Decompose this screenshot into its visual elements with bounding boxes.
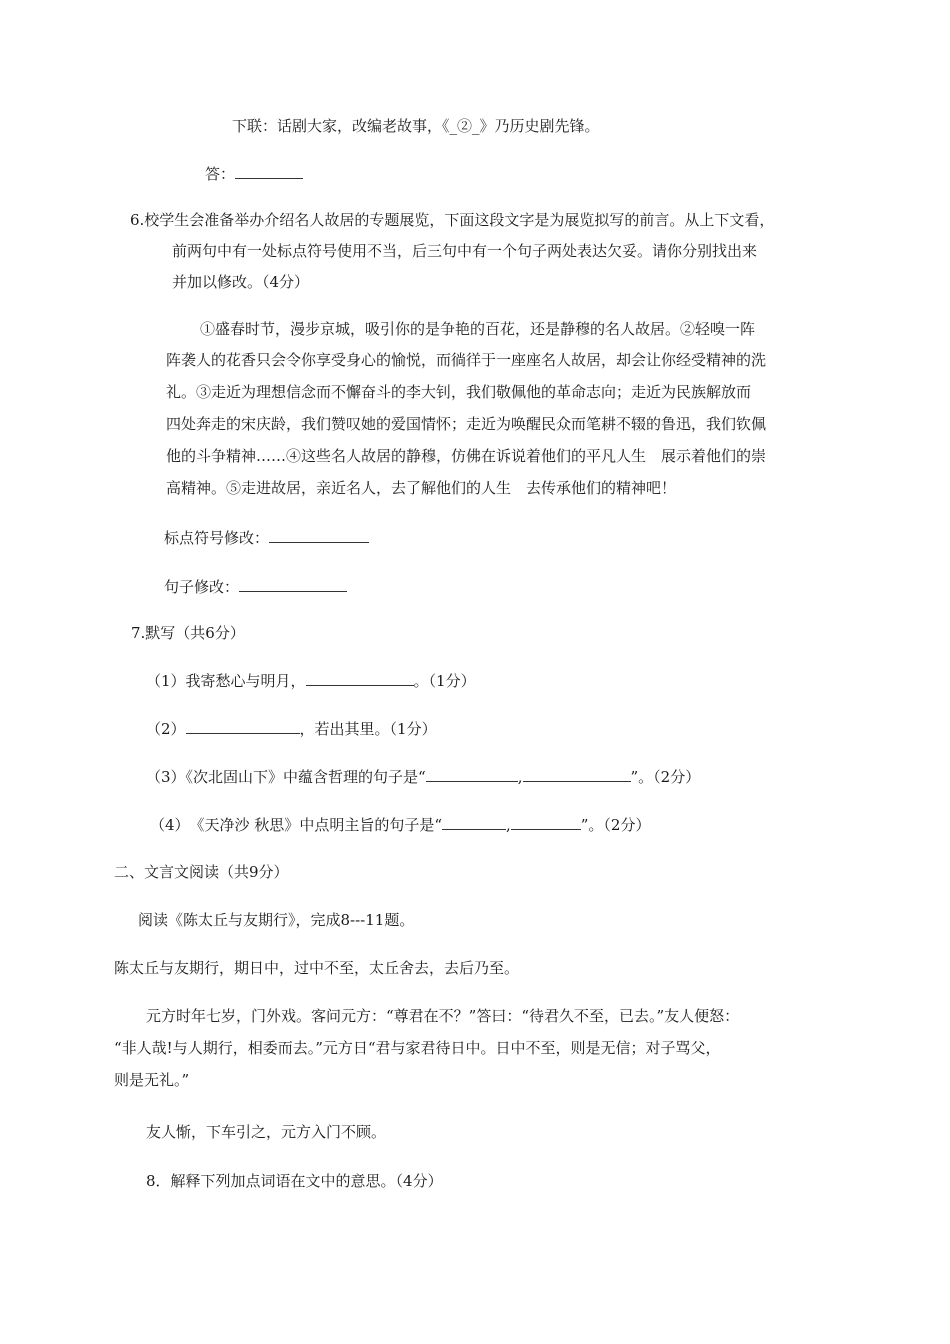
q7-item3-blank1[interactable] [426,765,518,782]
q7-item1-pre: （1）我寄愁心与明月， [146,672,306,690]
q7-item3 [146,765,700,788]
q6-punct-blank[interactable] [269,526,369,543]
q6-punct-row [164,526,369,549]
q7-item2-pre: （2） [146,720,186,738]
q6-passage-line: 阵袭人的花香只会令你享受身心的愉悦，而徜徉于一座座名人故居，却会让你经受精神的洗 [166,351,767,369]
q6-sentence-label: 句子修改： [164,578,240,596]
q7-item4 [150,813,650,836]
q7-item4-pre: （4） 《天净沙 秋思》中点明主旨的句子是“ [150,816,442,834]
q6-stem-line3: 并加以修改。（4分） [172,273,310,291]
q6-passage-line: 他的斗争精神……④这些名人故居的静穆，仿佛在诉说着他们的平凡人生 展示着他们的崇 [166,447,767,465]
q6-stem-line1: 6.校学生会准备举办介绍名人故居的专题展览，下面这段文字是为展览拟写的前言。从上下文看， [130,211,775,229]
section2-para2-line1: 元方时年七岁，门外戏。客问元方：“尊君在不？”答曰：“待君久不至，已去。”友人便怒： [146,1007,740,1025]
q6-sentence-blank[interactable] [239,575,347,592]
q5-answer-label: 答： [205,165,236,183]
q5-answer [205,162,303,185]
q6-passage-line: ①盛春时节，漫步京城，吸引你的是争艳的百花，还是静穆的名人故居。②轻嗅一阵 [200,320,756,338]
q7-item2-blank[interactable] [186,717,300,734]
q5-xialian: 下联：话剧大家，改编老故事，《_②_》乃历史剧先锋。 [232,117,600,135]
q6-passage-line: 四处奔走的宋庆龄，我们赞叹她的爱国情怀；走近为唤醒民众而笔耕不辍的鲁迅，我们钦佩 [166,415,767,433]
q7-item4-post: ”。（2分） [580,816,651,834]
q6-passage-line: 高精神。⑤走进故居，亲近名人，去了解他们的人生 去传承他们的精神吧！ [166,479,677,497]
q5-answer-blank[interactable] [235,162,303,179]
q7-item2 [146,717,437,740]
q7-item1-blank[interactable] [306,669,414,686]
q7-item1 [146,669,476,692]
q7-title: 7.默写（共6分） [131,624,245,642]
q8-title: 8．解释下列加点词语在文中的意思。（4分） [146,1172,443,1190]
q7-item3-pre: （3）《次北固山下》中蕴含哲理的句子是“ [146,768,426,786]
q7-item3-comma: , [517,768,523,786]
q7-item4-blank2[interactable] [511,813,581,830]
section2-para2-line2: “非人哉!与人期行，相委而去。”元方日“君与家君待日中。日中不至，则是无信；对子骂父， [114,1039,721,1057]
section2-para3: 友人惭，下车引之，元方入门不顾。 [146,1123,387,1141]
q6-passage-line: 礼。③走近为理想信念而不懈奋斗的李大钊，我们敬佩他的革命志向；走近为民族解放而 [166,383,752,401]
section2-intro: 阅读《陈太丘与友期行》，完成8---11题。 [138,911,415,929]
q7-item3-blank2[interactable] [523,765,631,782]
section2-para2-line3: 则是无礼。” [114,1071,190,1089]
q6-sentence-row [164,575,347,598]
q7-item2-post: ，若出其里。（1分） [299,720,437,738]
q7-item4-blank1[interactable] [442,813,506,830]
q7-item3-post: ”。（2分） [630,768,701,786]
section2-para1: 陈太丘与友期行，期日中，过中不至，太丘舍去，去后乃至。 [114,959,520,977]
section2-title: 二、文言文阅读（共9分） [114,863,289,881]
q7-item1-post: 。（1分） [413,672,476,690]
q6-punct-label: 标点符号修改： [164,529,270,547]
q6-stem-line2: 前两句中有一处标点符号使用不当，后三句中有一个句子两处表达欠妥。请你分别找出来 [172,242,758,260]
q7-item4-comma: , [505,816,511,834]
